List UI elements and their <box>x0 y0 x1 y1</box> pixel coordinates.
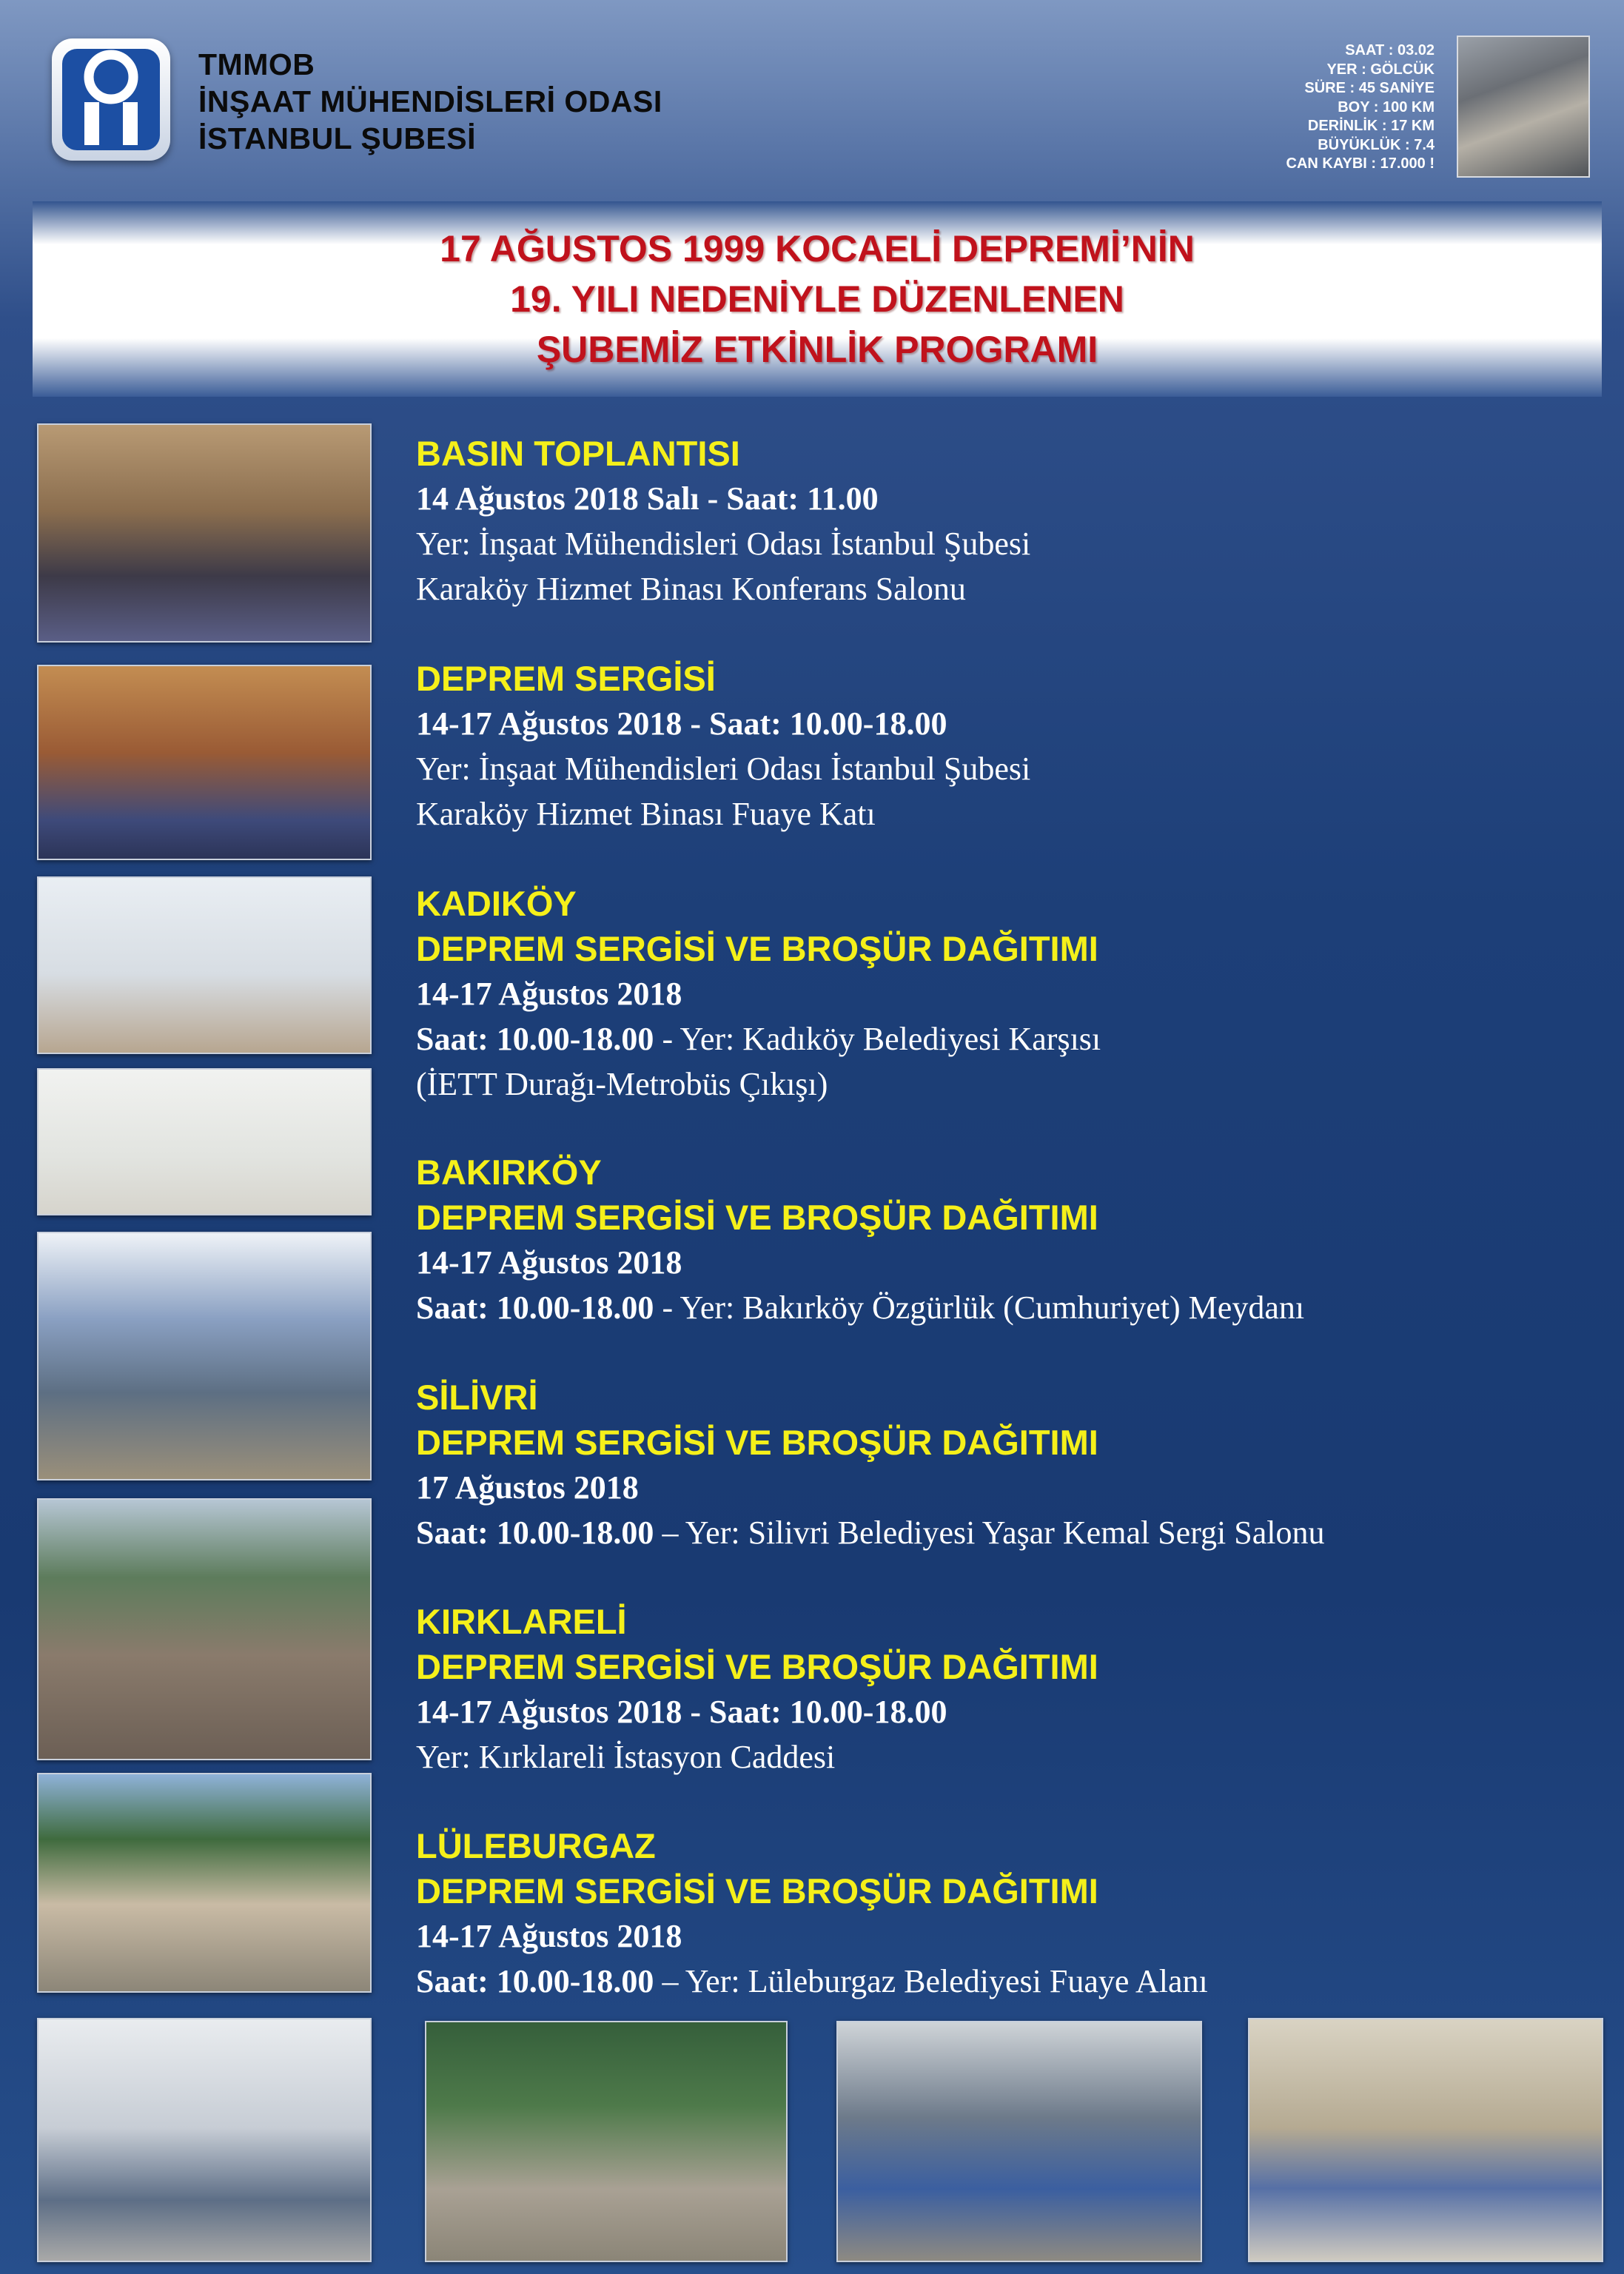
park-exhibition-photo <box>425 2021 788 2262</box>
collapsed-building-photo <box>1457 36 1590 178</box>
quake-fact: DERİNLİK : 17 KM <box>1307 118 1435 134</box>
event-time-place <box>416 1016 1571 1061</box>
bakirkoy-stand-photo <box>37 1232 372 1480</box>
event-place: Yer: İnşaat Mühendisleri Odası İstanbul Şubesi <box>416 526 1031 562</box>
event-time-place <box>416 1285 1571 1330</box>
event-title: KIRKLARELİ <box>416 1602 627 1641</box>
event-date: 14-17 Ağustos 2018 <box>416 1244 682 1281</box>
event-place: - Yer: Kadıköy Belediyesi Karşısı <box>654 1021 1101 1057</box>
event-title: DEPREM SERGİSİ <box>416 659 716 698</box>
quake-fact: BOY : 100 KM <box>1338 98 1435 115</box>
event-subtitle: DEPREM SERGİSİ VE BROŞÜR DAĞITIMI <box>416 1647 1098 1686</box>
event-subtitle: DEPREM SERGİSİ VE BROŞÜR DAĞITIMI <box>416 1198 1098 1237</box>
street-exhibition-photo <box>836 2021 1202 2262</box>
event-time-place <box>416 1959 1571 2004</box>
org-line: İNŞAAT MÜHENDİSLERİ ODASI <box>198 84 662 118</box>
event-kirklareli <box>416 1599 1571 1780</box>
event-bakirkoy <box>416 1150 1571 1330</box>
quake-facts <box>1286 41 1435 174</box>
event-basin-toplantisi <box>416 431 1571 611</box>
silivri-exhibition-photo <box>37 1498 372 1760</box>
event-time: Saat: 10.00-18.00 <box>416 1021 654 1057</box>
event-date: 17 Ağustos 2018 <box>416 1469 639 1506</box>
org-line: TMMOB <box>198 47 315 81</box>
event-date: 14-17 Ağustos 2018 - Saat: 10.00-18.00 <box>416 705 947 742</box>
event-luleburgaz <box>416 1823 1571 2004</box>
program-banner <box>33 201 1602 397</box>
event-subtitle: DEPREM SERGİSİ VE BROŞÜR DAĞITIMI <box>416 1423 1098 1462</box>
quake-fact: SAAT : 03.02 <box>1345 42 1435 58</box>
quake-fact: BÜYÜKLÜK : 7.4 <box>1318 136 1435 153</box>
banner-line: 17 AĞUSTOS 1999 KOCAELİ DEPREMİ’NİN <box>440 228 1195 269</box>
event-place: (İETT Durağı-Metrobüs Çıkışı) <box>416 1066 828 1102</box>
event-time: Saat: 10.00-18.00 <box>416 1289 654 1326</box>
event-kadikoy <box>416 881 1571 1107</box>
org-line: İSTANBUL ŞUBESİ <box>198 121 477 155</box>
event-place: Karaköy Hizmet Binası Konferans Salonu <box>416 571 966 607</box>
event-date: 14-17 Ağustos 2018 <box>416 1918 682 1954</box>
exhibition-posters-photo <box>37 1068 372 1215</box>
event-title: SİLİVRİ <box>416 1378 538 1417</box>
event-place: Yer: İnşaat Mühendisleri Odası İstanbul Şubesi <box>416 751 1031 787</box>
event-title: KADIKÖY <box>416 884 577 923</box>
banner-title <box>33 224 1602 375</box>
event-place: Karaköy Hizmet Binası Fuaye Katı <box>416 796 876 832</box>
event-place: Yer: Kırklareli İstasyon Caddesi <box>416 1739 836 1775</box>
event-time-place <box>416 1510 1571 1555</box>
imo-logo <box>52 38 170 161</box>
event-date: 14-17 Ağustos 2018 <box>416 976 682 1012</box>
banner-line: ŞUBEMİZ ETKİNLİK PROGRAMI <box>536 329 1098 370</box>
quake-fact: SÜRE : 45 SANİYE <box>1304 80 1435 96</box>
event-deprem-sergisi <box>416 656 1571 836</box>
event-subtitle: DEPREM SERGİSİ VE BROŞÜR DAĞITIMI <box>416 929 1098 968</box>
event-date: 14-17 Ağustos 2018 - Saat: 10.00-18.00 <box>416 1694 947 1730</box>
press-conference-photo <box>37 423 372 643</box>
event-subtitle: DEPREM SERGİSİ VE BROŞÜR DAĞITIMI <box>416 1871 1098 1911</box>
event-place: – Yer: Silivri Belediyesi Yaşar Kemal Sergi Salonu <box>654 1515 1325 1551</box>
event-place: - Yer: Bakırköy Özgürlük (Cumhuriyet) Meydanı <box>654 1289 1305 1326</box>
outdoor-exhibition-photo <box>37 1773 372 1993</box>
imo-logo-icon <box>52 38 170 161</box>
event-time: Saat: 10.00-18.00 <box>416 1963 654 1999</box>
quake-fact: CAN KAYBI : 17.000 ! <box>1286 155 1435 172</box>
quake-fact: YER : GÖLCÜK <box>1326 61 1435 78</box>
event-silivri <box>416 1375 1571 1555</box>
event-place: – Yer: Lüleburgaz Belediyesi Fuaye Alanı <box>654 1963 1208 1999</box>
hall-posters-photo <box>1248 2018 1603 2262</box>
exhibition-hall-photo <box>37 876 372 1054</box>
banner-line: 19. YILI NEDENİYLE DÜZENLENEN <box>510 278 1124 320</box>
event-date: 14 Ağustos 2018 Salı - Saat: 11.00 <box>416 480 879 517</box>
event-title: BAKIRKÖY <box>416 1153 602 1192</box>
organization-name <box>198 46 662 157</box>
press-audience-photo <box>37 665 372 860</box>
event-title: LÜLEBURGAZ <box>416 1826 656 1865</box>
event-title: BASIN TOPLANTISI <box>416 434 740 473</box>
indoor-exhibition-photo <box>37 2018 372 2262</box>
event-time: Saat: 10.00-18.00 <box>416 1515 654 1551</box>
